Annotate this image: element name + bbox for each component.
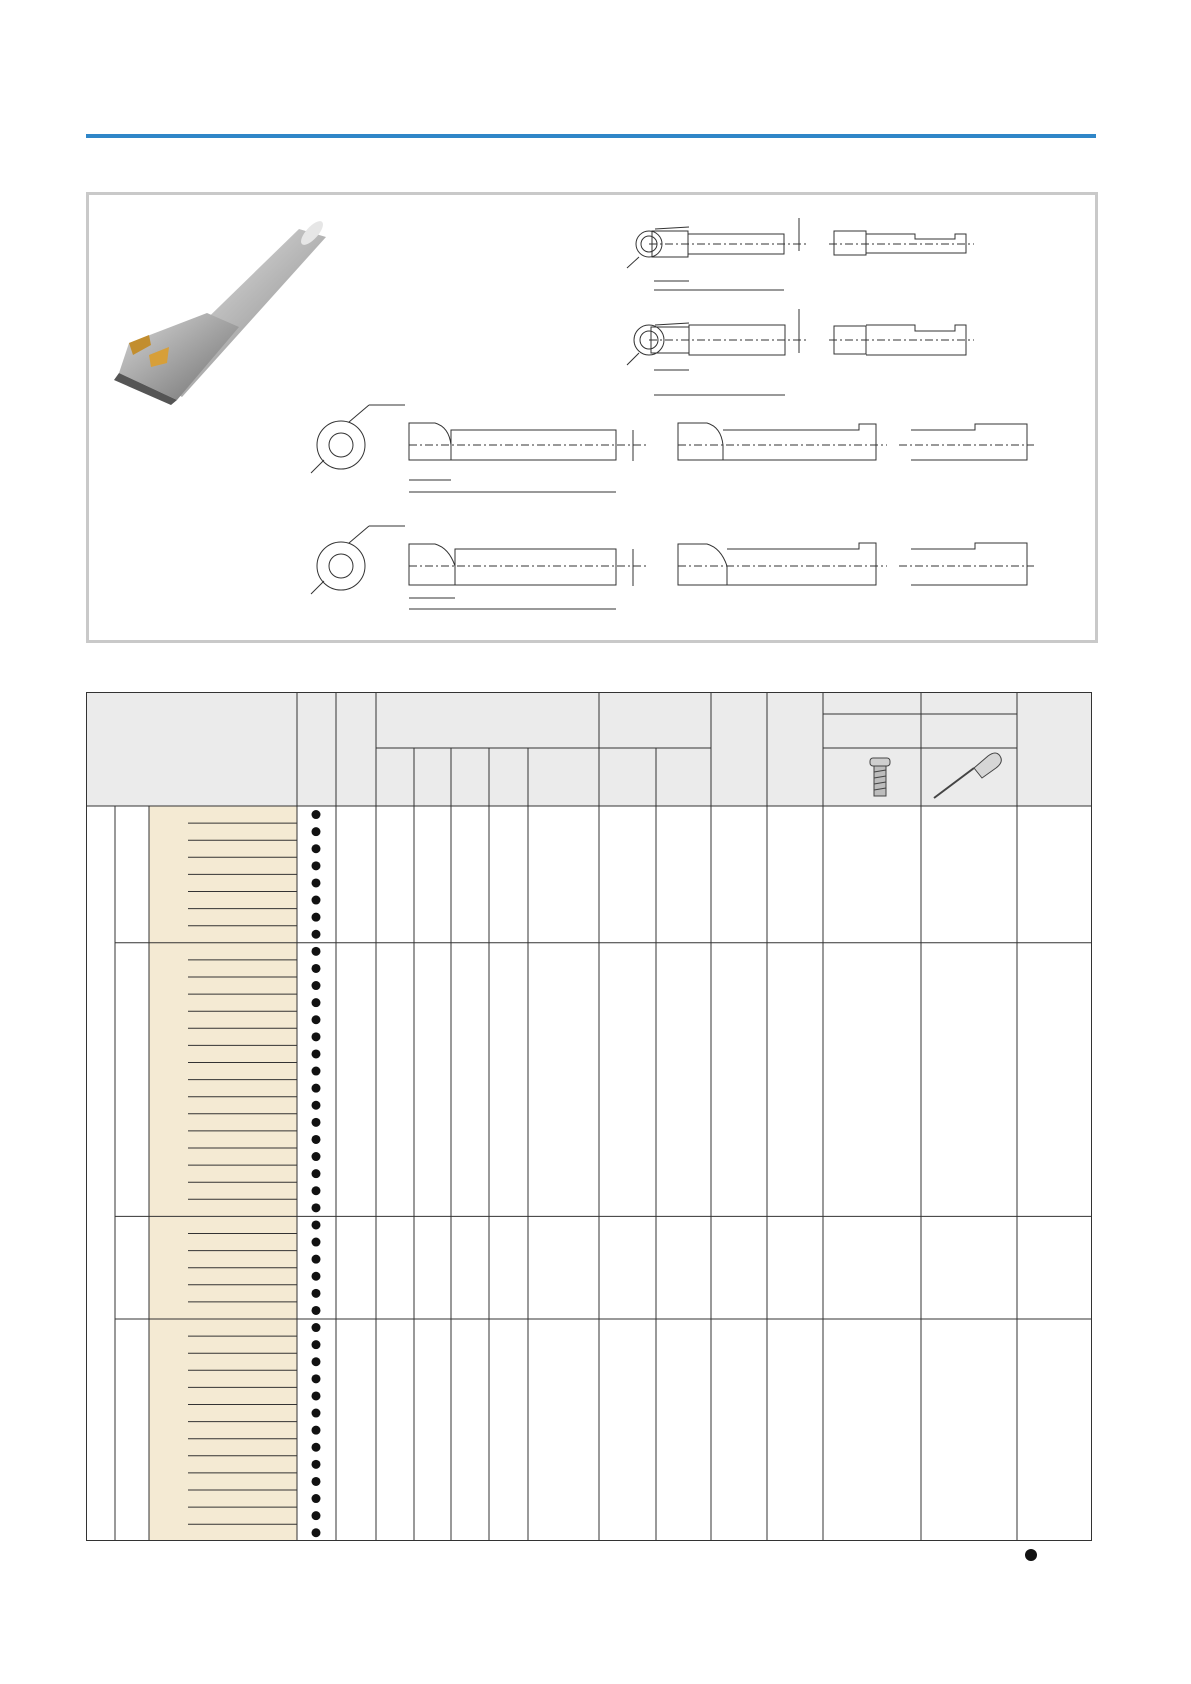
stock-legend-dot	[1025, 1549, 1037, 1561]
stock-dot-icon	[312, 1169, 321, 1178]
stock-dot-icon	[312, 981, 321, 990]
stock-dot-icon	[312, 1032, 321, 1041]
stock-dot-icon	[312, 998, 321, 1007]
stock-dot-icon	[312, 1015, 321, 1024]
model-group-4	[149, 1319, 297, 1541]
stock-dot-icon	[312, 1494, 321, 1503]
stock-dot-icon	[312, 1306, 321, 1315]
stock-dot-icon	[312, 1049, 321, 1058]
stock-dot-icon	[312, 1203, 321, 1212]
stock-dot-icon	[312, 1101, 321, 1110]
top-accent-line	[86, 134, 1096, 138]
stock-dot-icon	[312, 1289, 321, 1298]
end-mill-photo	[114, 218, 326, 405]
spec-table-grid	[86, 692, 1092, 1541]
stock-dot-icon	[312, 1443, 321, 1452]
stock-dot-icon	[312, 896, 321, 905]
spec-table	[86, 692, 1092, 1541]
stock-dot-icon	[312, 1135, 321, 1144]
stock-dot-icon	[312, 1084, 321, 1093]
stock-dot-icon	[312, 1323, 321, 1332]
stock-dot-icon	[312, 1152, 321, 1161]
stock-dot-icon	[312, 844, 321, 853]
stock-dot-icon	[312, 930, 321, 939]
stock-dot-icon	[312, 1426, 321, 1435]
stock-dot-icon	[312, 947, 321, 956]
stock-dot-icon	[312, 1186, 321, 1195]
stock-dot-icon	[312, 913, 321, 922]
stock-dot-icon	[312, 1272, 321, 1281]
stock-dot-icon	[312, 1357, 321, 1366]
stock-dot-icon	[312, 878, 321, 887]
stock-dot-icon	[312, 1477, 321, 1486]
stock-dot-icon	[312, 1118, 321, 1127]
stock-dot-icon	[312, 1511, 321, 1520]
stock-dot-icon	[312, 1460, 321, 1469]
stock-dot-icon	[312, 861, 321, 870]
stock-dot-icon	[312, 1067, 321, 1076]
stock-dot-icon	[312, 1238, 321, 1247]
stock-dot-icon	[312, 964, 321, 973]
stock-dot-icon	[312, 1220, 321, 1229]
large-tool-drawing-b	[311, 526, 1034, 609]
tool-drawings	[89, 195, 1095, 640]
stock-dot-icon	[312, 827, 321, 836]
table-header	[86, 692, 1092, 806]
stock-dot-icon	[312, 1255, 321, 1264]
small-tool-drawing-b	[627, 309, 974, 395]
tool-drawing-panel	[86, 192, 1098, 643]
small-tool-drawing-a	[627, 218, 974, 290]
stock-dot-icon	[312, 1391, 321, 1400]
stock-dot-icon	[312, 1528, 321, 1537]
large-tool-drawing-a	[311, 405, 1034, 492]
stock-dot-icon	[312, 1340, 321, 1349]
stock-dot-icon	[312, 1374, 321, 1383]
stock-dot-icon	[312, 810, 321, 819]
stock-dot-icon	[312, 1409, 321, 1418]
